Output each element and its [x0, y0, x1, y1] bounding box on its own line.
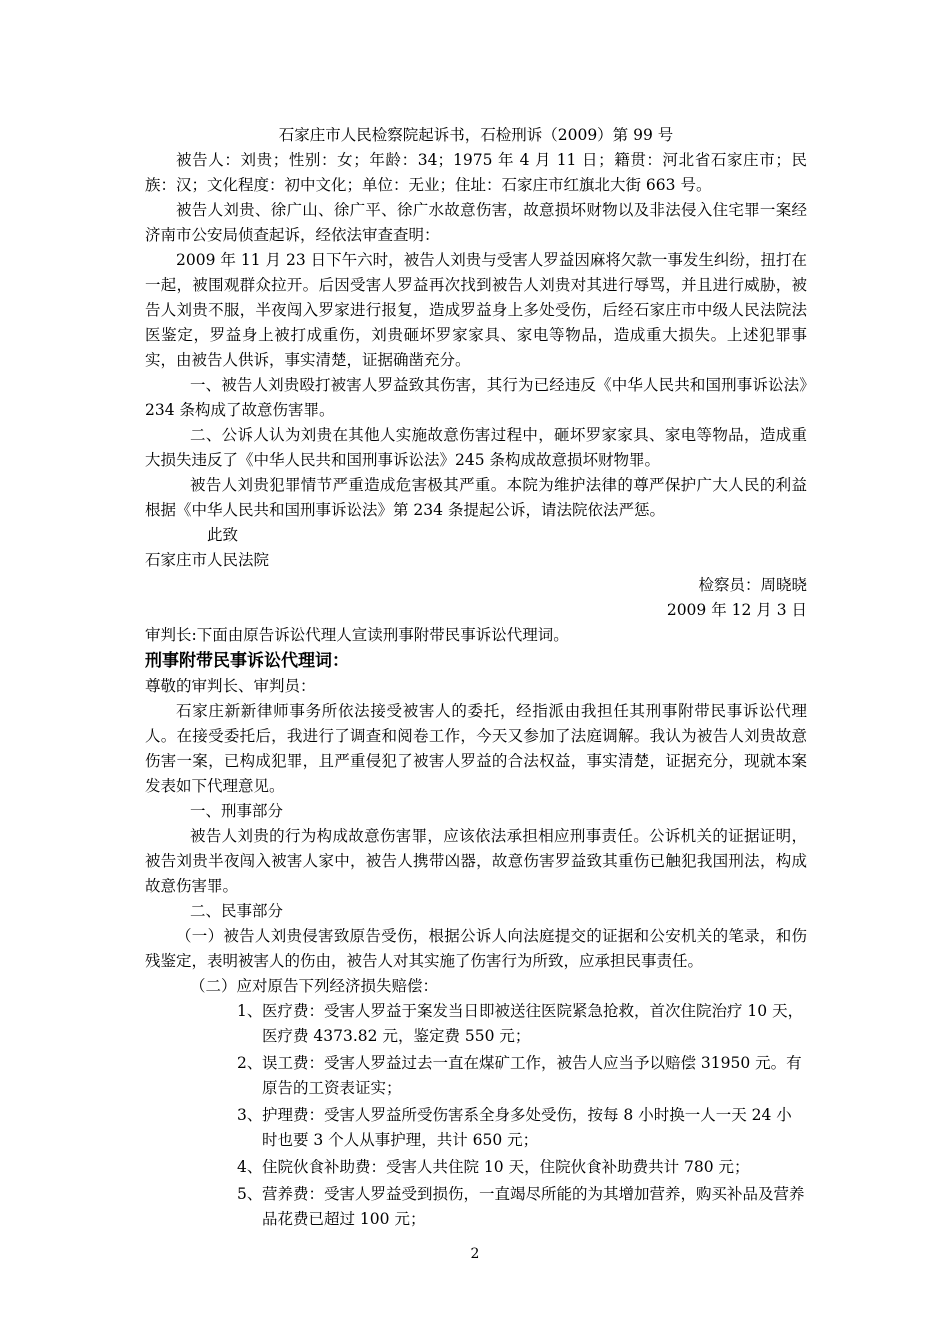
indictment-conclusion: 被告人刘贵犯罪情节严重造成危害极其严重。本院为维护法律的尊严保护广大人民的利益根据《中华人民共和国刑事诉讼法》第 234 条提起公诉，请法院依法严惩。: [145, 476, 807, 519]
list-item: [145, 1182, 807, 1232]
civil-liability-paragraph: （一）被告人刘贵侵害致原告受伤，根据公诉人向法庭提交的证据和公安机关的笔录，和伤残鉴定，表明被害人的伤由，被告人对其实施了伤害行为所致，应承担民事责任。: [145, 927, 807, 970]
list-item-number: 5、: [237, 1185, 263, 1203]
presiding-judge-line: 审判长:下面由原告诉讼代理人宣读刑事附带民事诉讼代理词。: [145, 626, 569, 644]
list-item: [145, 1103, 807, 1153]
list-item-number: 3、: [237, 1106, 263, 1124]
list-item-text: 住院伙食补助费：受害人共住院 10 天，住院伙食补助费共计 780 元；: [262, 1158, 750, 1176]
list-item: [145, 999, 807, 1049]
list-item-number: 4、: [237, 1158, 263, 1176]
case-facts: 2009 年 11 月 23 日下午六时，被告人刘贵与受害人罗益因麻将欠款一事发生纠纷，扭打在一起，被围观群众拉开。后因受害人罗益再次找到被告人刘贵对其进行辱骂，并且进行威胁，被告人刘贵不服，半夜闯入罗家进行报复，造成罗益身上多处受伤，后经石家庄市中级人民法院法医鉴定，罗益身上被打成重伤，刘贵砸坏罗家家具、家电等物品，造成重大损失。上述犯罪事实，由被告人供诉，事实清楚，证据确凿充分。: [145, 251, 807, 369]
charge-one: 一、被告人刘贵殴打被害人罗益致其伤害，其行为已经违反《中华人民共和国刑事诉讼法》234 条构成了故意伤害罪。: [145, 376, 807, 419]
list-item-number: 1、: [237, 1002, 263, 1020]
statement-greeting: 尊敬的审判长、审判员：: [145, 677, 316, 695]
statement-heading: 刑事附带民事诉讼代理词：: [145, 651, 349, 671]
salutation: 此致: [207, 526, 239, 544]
list-item-text: 误工费：受害人罗益过去一直在煤矿工作，被告人应当予以赔偿 31950 元。有原告的工资表证实；: [262, 1054, 802, 1097]
indictment-date: 2009 年 12 月 3 日: [666, 601, 807, 619]
charge-two: 二、公诉人认为刘贵在其他人实施故意伤害过程中，砸坏罗家家具、家电等物品，造成重大损失违反了《中华人民共和国刑事诉讼法》245 条构成故意损坏财物罪。: [145, 426, 807, 469]
list-item-text: 营养费：受害人罗益受到损伤，一直竭尽所能的为其增加营养，购买补品及营养品花费已超过 100 元；: [262, 1185, 805, 1228]
page-number: 2: [470, 1246, 480, 1262]
compensation-intro: （二）应对原告下列经济损失赔偿：: [190, 977, 439, 995]
list-item-text: 护理费：受害人罗益所受伤害系全身多处受伤，按每 8 小时换一人一天 24 小时也要 3 个人从事护理，共计 650 元；: [262, 1106, 792, 1149]
case-intro: 被告人刘贵、徐广山、徐广平、徐广水故意伤害，故意损坏财物以及非法侵入住宅罪一案经济南市公安局侦查起诉，经依法审查查明：: [145, 201, 807, 244]
compensation-list: [145, 999, 807, 1232]
prosecutor-signature: 检察员：周晓晓: [698, 576, 807, 594]
civil-section-heading: 二、民事部分: [190, 902, 284, 920]
criminal-section-heading: 一、刑事部分: [190, 802, 284, 820]
criminal-section-body: 被告人刘贵的行为构成故意伤害罪，应该依法承担相应刑事责任。公诉机关的证据证明，被告刘贵半夜闯入被害人家中，被告人携带凶器，故意伤害罗益致其重伤已触犯我国刑法，构成故意伤害罪。: [145, 827, 807, 895]
indictment-title: 石家庄市人民检察院起诉书，石检刑诉（2009）第 99 号: [278, 126, 674, 144]
addressee: 石家庄市人民法院: [145, 551, 270, 569]
list-item-number: 2、: [237, 1054, 263, 1072]
list-item-text: 医疗费：受害人罗益于案发当日即被送往医院紧急抢救，首次住院治疗 10 天，医疗费 4373.82 元，鉴定费 550 元；: [262, 1002, 804, 1045]
list-item: [145, 1051, 807, 1101]
statement-intro: 石家庄新新律师事务所依法接受被害人的委托，经指派由我担任其刑事附带民事诉讼代理人。在接受委托后，我进行了调查和阅卷工作，今天又参加了法庭调解。我认为被告人刘贵故意伤害一案，已构成犯罪，且严重侵犯了被害人罗益的合法权益，事实清楚，证据充分，现就本案发表如下代理意见。: [145, 702, 807, 795]
list-item: [145, 1155, 807, 1180]
document-body: [145, 123, 807, 1234]
defendant-info: 被告人：刘贵；性别：女；年龄：34；1975 年 4 月 11 日；籍贯：河北省石家庄市；民族：汉；文化程度：初中文化；单位：无业；住址：石家庄市红旗北大街 663 号。: [145, 151, 807, 194]
